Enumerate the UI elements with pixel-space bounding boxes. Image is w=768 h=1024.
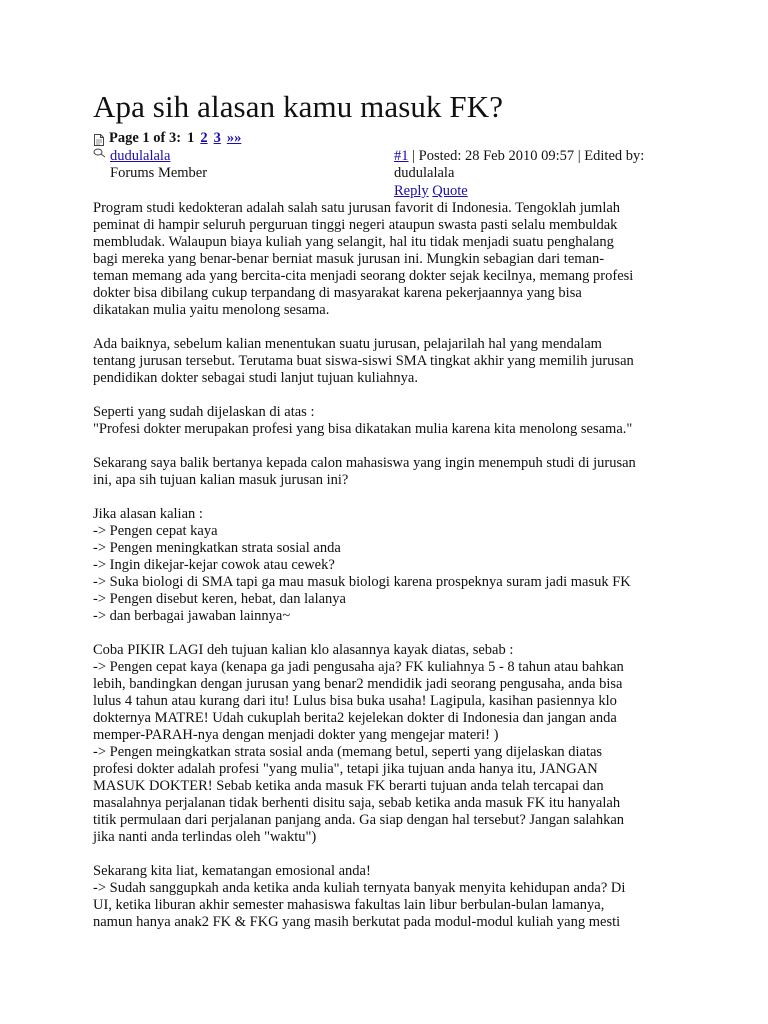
body-line: teman memang ada yang bercita-cita menjadi seorang dokter sejak kecilnya, memang profesi — [93, 268, 634, 284]
body-line: Sekarang kita liat, kematangan emosional anda! — [93, 863, 371, 879]
page-count-label: Page 1 of 3: — [109, 130, 182, 146]
page-link-2[interactable]: 2 — [200, 130, 208, 146]
post-body — [93, 200, 683, 931]
body-line: jika nanti anda terlindas oleh "waktu") — [93, 829, 317, 845]
body-line: -> Pengen disebut keren, hebat, dan lalanya — [93, 591, 346, 607]
body-line: bagi mereka yang benar-benar berniat masuk jurusan ini. Mungkin sebagian dari teman- — [93, 251, 605, 267]
body-line: pendidikan dokter sebagai studi lanjut tujuan kuliahnya. — [93, 370, 418, 386]
body-line: -> Ingin dikejar-kejar cowok atau cewek? — [93, 557, 335, 573]
body-paragraph — [93, 200, 683, 319]
user-icon — [93, 148, 107, 158]
body-line: MASUK DOKTER! Sebab ketika anda masuk FK berarti tujuan anda telah tercapai dan — [93, 778, 604, 794]
body-line: dikatakan mulia yaitu menolong sesama. — [93, 302, 330, 318]
body-line: memper-PARAH-nya dengan menjadi dokter yang mengejar materi! ) — [93, 727, 499, 743]
reply-link[interactable]: Reply — [394, 183, 429, 199]
page-link-3[interactable]: 3 — [213, 130, 221, 146]
body-line: ini, apa sih tujuan kalian masuk jurusan ini? — [93, 472, 349, 488]
body-line: Ada baiknya, sebelum kalian menentukan suatu jurusan, pelajarilah hal yang mendalam — [93, 336, 602, 352]
body-line: -> Suka biologi di SMA tapi ga mau masuk biologi karena prospeknya suram jadi masuk FK — [93, 574, 631, 590]
body-paragraph — [93, 506, 683, 625]
body-line: peminat di hampir seluruh perguruan tinggi negeri ataupun swasta pasti selalu membuldak — [93, 217, 618, 233]
author-role: Forums Member — [110, 165, 208, 181]
body-line: tentang jurusan tersebut. Terutama buat siswa-siswi SMA tingkat akhir yang memilih jurusan — [93, 353, 634, 369]
post-meta — [394, 148, 694, 200]
body-line: dokternya MATRE! Udah cukuplah berita2 kejelekan dokter di Indonesia dan jangan anda — [93, 710, 617, 726]
post-actions — [394, 183, 694, 200]
document-icon — [93, 134, 105, 146]
quote-link[interactable]: Quote — [432, 183, 468, 199]
body-line: -> Sudah sanggupkah anda ketika anda kuliah ternyata banyak menyita kehidupan anda? Di — [93, 880, 626, 896]
pagination — [93, 128, 683, 148]
forum-post-page — [93, 88, 683, 948]
body-paragraph — [93, 455, 683, 489]
body-paragraph — [93, 642, 683, 846]
body-line: Sekarang saya balik bertanya kepada calon mahasiswa yang ingin menempuh studi di jurusan — [93, 455, 636, 471]
post-number-link[interactable]: #1 — [394, 148, 409, 164]
body-line: lulus 4 tahun atau kurang dari itu! Lulus bisa buka usaha! Lagipula, kasihan pasiennya klo — [93, 693, 617, 709]
body-line: dokter bisa dibilang cukup terpandang di masyarakat karena pekerjaannya yang bisa — [93, 285, 582, 301]
body-line: Program studi kedokteran adalah salah satu jurusan favorit di Indonesia. Tengoklah jumlah — [93, 200, 621, 216]
body-paragraph — [93, 336, 683, 387]
body-line: Jika alasan kalian : — [93, 506, 203, 522]
body-line: titik permulaan dari perjalanan panjang anda. Ga siap dengan hal tersebut? Jangan salahkan — [93, 812, 625, 828]
author-block — [110, 148, 207, 182]
body-line: lebih, bandingkan dengan jurusan yang benar2 mendidik jadi seorang pengusaha, anda bisa — [93, 676, 623, 692]
page-title: Apa sih alasan kamu masuk FK? — [93, 89, 504, 124]
body-line: profesi dokter adalah profesi "yang mulia", tetapi jika tujuan anda hanya itu, JANGAN — [93, 761, 598, 777]
body-paragraph — [93, 863, 683, 931]
current-page-number: 1 — [187, 130, 195, 146]
posted-date: | Posted: 28 Feb 2010 09:57 | Edited by: — [408, 148, 645, 164]
body-line: -> Pengen cepat kaya — [93, 523, 218, 539]
author-link[interactable]: dudulalala — [110, 148, 171, 164]
edited-by-name: dudulalala — [394, 165, 455, 181]
body-line: -> Pengen meingkatkan strata sosial anda (memang betul, seperti yang dijelaskan diatas — [93, 744, 603, 760]
body-line: Seperti yang sudah dijelaskan di atas : — [93, 404, 315, 420]
post-header — [93, 148, 683, 200]
body-line: -> Pengen cepat kaya (kenapa ga jadi pengusaha aja? FK kuliahnya 5 - 8 tahun atau bahkan — [93, 659, 624, 675]
body-line: UI, ketika liburan akhir semester mahasiswa fakultas lain libur berbulan-bulan lamanya, — [93, 897, 605, 913]
body-paragraph — [93, 404, 683, 438]
body-line: -> dan berbagai jawaban lainnya~ — [93, 608, 291, 624]
body-line: Coba PIKIR LAGI deh tujuan kalian klo alasannya kayak diatas, sebab : — [93, 642, 514, 658]
body-line: namun hanya anak2 FK & FKG yang masih berkutat pada modul-modul kuliah yang mesti — [93, 914, 621, 930]
body-line: -> Pengen meningkatkan strata sosial anda — [93, 540, 341, 556]
body-line: masalahnya perjalanan tidak berhenti disitu saja, sebab ketika anda masuk FK itu hanyalah — [93, 795, 621, 811]
body-line: membludak. Walaupun biaya kuliah yang selangit, hal itu tidak menjadi suatu penghalang — [93, 234, 614, 250]
next-pages-link[interactable]: »» — [226, 130, 242, 146]
body-line: "Profesi dokter merupakan profesi yang bisa dikatakan mulia karena kita menolong sesama." — [93, 421, 633, 437]
